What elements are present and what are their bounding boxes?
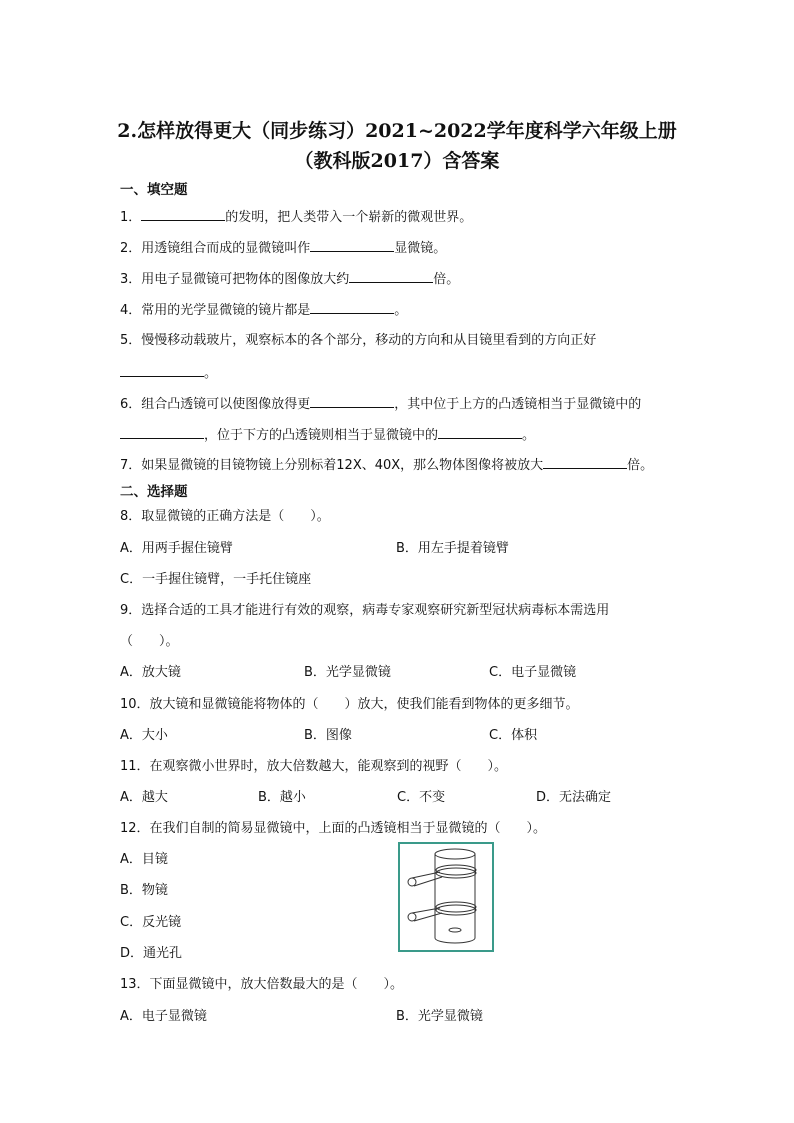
option-13b[interactable]: B．光学显微镜 bbox=[396, 1009, 483, 1024]
option-12d[interactable]: D．通光孔 bbox=[120, 946, 183, 961]
option-13a[interactable]: A．电子显微镜 bbox=[120, 1009, 207, 1024]
answer-blank[interactable] bbox=[310, 301, 394, 314]
question-11: 11．在观察微小世界时，放大倍数越大，能观察到的视野（ ）。 bbox=[120, 759, 508, 774]
option-9b[interactable]: B．光学显微镜 bbox=[304, 665, 391, 680]
answer-blank[interactable] bbox=[438, 426, 522, 439]
option-12b[interactable]: B．物镜 bbox=[120, 883, 168, 898]
question-6: 6．组合凸透镜可以使图像放得更 ，其中位于上方的凸透镜相当于显微镜中的 bbox=[120, 397, 642, 412]
answer-blank[interactable] bbox=[120, 364, 204, 377]
question-3: 3．用电子显微镜可把物体的图像放大约 倍。 bbox=[120, 272, 460, 287]
question-8: 8．取显微镜的正确方法是（ ）。 bbox=[120, 509, 330, 524]
answer-blank[interactable] bbox=[120, 426, 204, 439]
question-13: 13．下面显微镜中，放大倍数最大的是（ ）。 bbox=[120, 977, 404, 992]
answer-blank[interactable] bbox=[543, 456, 627, 469]
question-7: 7．如果显微镜的目镜物镜上分别标着12X、40X，那么物体图像将被放大 倍。 bbox=[120, 458, 654, 473]
answer-blank[interactable] bbox=[349, 270, 433, 283]
option-12c[interactable]: C．反光镜 bbox=[120, 915, 182, 930]
question-1: 1． 的发明，把人类带入一个崭新的微观世界。 bbox=[120, 210, 473, 225]
answer-blank[interactable] bbox=[310, 239, 394, 252]
option-10c[interactable]: C．体积 bbox=[489, 728, 538, 743]
question-2: 2．用透镜组合而成的显微镜叫作 显微镜。 bbox=[120, 241, 447, 256]
question-5-cont: 。 bbox=[120, 364, 217, 383]
option-10b[interactable]: B．图像 bbox=[304, 728, 352, 743]
question-9-cont: （ ）。 bbox=[120, 634, 179, 649]
option-11c[interactable]: C．不变 bbox=[397, 790, 446, 805]
microscope-tube-illustration bbox=[400, 844, 492, 950]
section-heading-choice: 二、选择题 bbox=[120, 484, 188, 500]
option-8c[interactable]: C．一手握住镜臂，一手托住镜座 bbox=[120, 572, 312, 587]
question-6-cont: ，位于下方的凸透镜则相当于显微镜中的 。 bbox=[120, 426, 535, 445]
question-12: 12．在我们自制的简易显微镜中，上面的凸透镜相当于显微镜的（ ）。 bbox=[120, 821, 547, 836]
option-12a[interactable]: A．目镜 bbox=[120, 852, 168, 867]
question-9: 9．选择合适的工具才能进行有效的观察，病毒专家观察研究新型冠状病毒标本需选用 bbox=[120, 603, 610, 618]
option-9a[interactable]: A．放大镜 bbox=[120, 665, 181, 680]
section-heading-fill: 一、填空题 bbox=[120, 182, 188, 198]
title-line-1: 2.怎样放得更大（同步练习）2021~2022学年度科学六年级上册 bbox=[117, 120, 677, 142]
answer-blank[interactable] bbox=[141, 208, 225, 221]
option-11d[interactable]: D．无法确定 bbox=[536, 790, 612, 805]
option-9c[interactable]: C．电子显微镜 bbox=[489, 665, 577, 680]
option-8b[interactable]: B．用左手提着镜臂 bbox=[396, 541, 509, 556]
answer-blank[interactable] bbox=[310, 395, 394, 408]
option-11b[interactable]: B．越小 bbox=[258, 790, 306, 805]
option-10a[interactable]: A．大小 bbox=[120, 728, 168, 743]
option-11a[interactable]: A．越大 bbox=[120, 790, 168, 805]
question-10: 10．放大镜和显微镜能将物体的（ ）放大，使我们能看到物体的更多细节。 bbox=[120, 697, 579, 712]
question-5: 5．慢慢移动载玻片，观察标本的各个部分，移动的方向和从目镜里看到的方向正好 bbox=[120, 333, 597, 348]
simple-microscope-figure bbox=[398, 842, 494, 952]
title-line-2: （教科版2017）含答案 bbox=[294, 150, 500, 172]
option-8a[interactable]: A．用两手握住镜臂 bbox=[120, 541, 233, 556]
question-4: 4．常用的光学显微镜的镜片都是 。 bbox=[120, 303, 408, 318]
